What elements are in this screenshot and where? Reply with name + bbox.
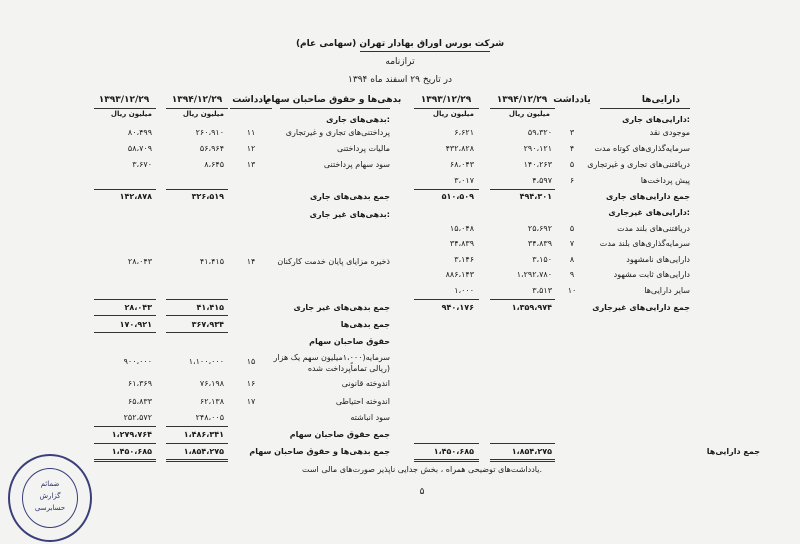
asset-row-value-2: ۱۵،۰۴۸ xyxy=(449,224,474,233)
assets-unit-1: میلیون ریال xyxy=(508,110,550,118)
asset-row-note: ۱۰ xyxy=(567,286,577,295)
equity-row-note: ۱۷ xyxy=(246,397,256,406)
equity-row-value-2: ۲۵۲،۵۷۲ xyxy=(123,413,152,422)
asset-row-value-1: ۳،۵۱۳ xyxy=(532,286,552,295)
equity-row-value-2: ۶۱،۳۶۹ xyxy=(127,379,152,388)
liab-current-total-label: جمع بدهی‌های جاری xyxy=(309,192,390,201)
assets-col-note: یادداشت xyxy=(553,95,591,105)
statement-title: ترازنامه xyxy=(385,57,415,67)
assets-current-title: دارایی‌های جاری: xyxy=(622,115,690,124)
assets-current-total-2: ۵۱۰،۵۰۹ xyxy=(441,192,474,201)
asset-row-value-2: ۶،۶۲۱ xyxy=(454,128,474,137)
liab-current-title: بدهی‌های جاری: xyxy=(326,115,390,124)
company-name: شرکت بورس اوراق بهادار تهران (سهامی عام) xyxy=(295,39,505,49)
asset-row-value-2: ۳۴،۸۳۹ xyxy=(449,239,474,248)
asset-row-note: ۸ xyxy=(569,255,575,264)
asset-row-label: موجودی نقد xyxy=(649,128,690,137)
equity-row-label: سود انباشته xyxy=(350,413,390,422)
liab-grand-total-2: ۱،۴۵۰،۶۸۵ xyxy=(111,447,152,456)
assets-noncurrent-total-label: جمع دارایی‌های غیرجاری xyxy=(592,303,690,312)
liab-row-label: ذخیره مزایای پایان خدمت کارکنان xyxy=(277,257,390,266)
liab-row-label: پرداختنی‌های تجاری و غیرتجاری xyxy=(285,128,390,137)
asset-row-label: سرمایه‌گذاری‌های کوتاه مدت xyxy=(594,144,690,153)
assets-current-total-label: جمع دارایی‌های جاری xyxy=(605,192,690,201)
asset-row-value-1: ۴،۵۹۷ xyxy=(532,176,552,185)
liab-row-value-1: ۴۱،۴۱۵ xyxy=(199,257,224,266)
liab-row-label: مالیات پرداختنی xyxy=(337,144,390,153)
assets-noncurrent-title: دارایی‌های غیرجاری: xyxy=(608,208,690,217)
asset-row-note: ۹ xyxy=(569,270,575,279)
asset-row-value-2: ۶۸،۰۴۳ xyxy=(449,160,474,169)
assets-col-year-2: ۱۳۹۳/۱۲/۲۹ xyxy=(420,95,472,105)
liab-row-value-1: ۲۶۰،۹۱۰ xyxy=(195,128,224,137)
equity-capital-label-line2: ریالی تماماًپرداخت شده) xyxy=(307,364,390,373)
seal-line-2: گزارش xyxy=(39,492,61,500)
liab-noncurrent-total-2: ۲۸،۰۴۳ xyxy=(124,303,152,312)
equity-capital-note: ۱۵ xyxy=(246,357,256,366)
equity-total-2: ۱،۲۷۹،۷۶۴ xyxy=(111,430,152,439)
liab-current-total-1: ۳۲۶،۵۱۹ xyxy=(191,192,224,201)
liab-row-label: سود سهام پرداختنی xyxy=(323,160,390,169)
liab-row-note: ۱۴ xyxy=(246,257,256,266)
asset-row-note: ۳ xyxy=(569,128,575,137)
liab-row-value-2: ۲۸،۰۴۳ xyxy=(127,257,152,266)
liab-unit-2: میلیون ریال xyxy=(110,110,152,118)
liab-noncurrent-total-1: ۴۱،۴۱۵ xyxy=(196,303,224,312)
asset-row-note: ۵ xyxy=(569,224,575,233)
asset-row-label: دریافتنی‌های تجاری و غیرتجاری xyxy=(587,160,690,169)
equity-capital-value-2: ۹۰۰،۰۰۰ xyxy=(123,357,152,366)
equity-row-value-1: ۶۲،۱۳۸ xyxy=(199,397,224,406)
asset-row-note: ۶ xyxy=(569,176,575,185)
liab-row-note: ۱۱ xyxy=(246,128,256,137)
statement-date: در تاریخ ۲۹ اسفند ماه ۱۳۹۴ xyxy=(348,75,452,85)
equity-row-note: ۱۶ xyxy=(246,379,256,388)
assets-current-total-1: ۴۹۴،۳۰۱ xyxy=(519,192,552,201)
assets-noncurrent-total-2: ۹۴۰،۱۷۶ xyxy=(441,303,474,312)
asset-row-value-2: ۳،۱۴۶ xyxy=(454,255,474,264)
asset-row-note: ۴ xyxy=(569,144,575,153)
assets-col-year-1: ۱۳۹۴/۱۲/۲۹ xyxy=(496,95,548,105)
liab-noncurrent-total-label: جمع بدهی‌های غیر جاری xyxy=(293,303,390,312)
asset-row-label: دارایی‌های ثابت مشهود xyxy=(613,270,690,279)
assets-grand-total-1: ۱،۸۵۴،۲۷۵ xyxy=(511,447,552,456)
page-number: ۵ xyxy=(419,487,425,497)
asset-row-value-1: ۳۴،۸۳۹ xyxy=(527,239,552,248)
asset-row-note: ۷ xyxy=(569,239,575,248)
liab-total-label: جمع بدهی‌ها xyxy=(340,320,390,329)
asset-row-label: سایر دارایی‌ها xyxy=(644,286,690,295)
notes-footer-text: یادداشت‌های توضیحی همراه ، بخش جدایی ناپذیر صورت‌های مالی است. xyxy=(301,465,543,474)
liab-col-year-2: ۱۳۹۳/۱۲/۲۹ xyxy=(98,95,150,105)
equity-row-value-1: ۲۴۸،۰۰۵ xyxy=(195,413,224,422)
asset-row-value-1: ۵۹،۳۲۰ xyxy=(527,128,552,137)
auditor-seal xyxy=(8,454,92,542)
liab-row-value-2: ۵۸،۷۰۹ xyxy=(127,144,152,153)
equity-total-1: ۱،۴۸۶،۳۴۱ xyxy=(183,430,224,439)
equity-row-label: اندوخته قانونی xyxy=(341,379,390,388)
assets-grand-total-label: جمع دارایی‌ها xyxy=(706,447,760,456)
asset-row-label: دارایی‌های نامشهود xyxy=(626,255,690,264)
asset-row-label: سرمایه‌گذاری‌های بلند مدت xyxy=(599,239,690,248)
assets-grand-total-2: ۱،۴۵۰،۶۸۵ xyxy=(433,447,474,456)
asset-row-value-2: ۱،۰۰۰ xyxy=(454,286,474,295)
liab-grand-total-1: ۱،۸۵۴،۲۷۵ xyxy=(183,447,224,456)
liab-noncurrent-title: بدهی‌های غیر جاری: xyxy=(309,210,390,219)
liab-row-value-2: ۳،۶۷۰ xyxy=(132,160,152,169)
liab-row-note: ۱۳ xyxy=(246,160,256,169)
asset-row-value-2: ۳،۰۱۷ xyxy=(454,176,474,185)
assets-col-title: دارایی‌ها xyxy=(641,95,680,105)
assets-noncurrent-total-1: ۱،۳۵۹،۹۷۴ xyxy=(511,303,552,312)
asset-row-note: ۵ xyxy=(569,160,575,169)
asset-row-value-1: ۱۴۰،۲۶۳ xyxy=(523,160,552,169)
asset-row-value-1: ۳،۱۵۰ xyxy=(532,255,552,264)
liab-row-value-1: ۵۶،۹۶۴ xyxy=(199,144,224,153)
liab-current-total-2: ۱۴۲،۸۷۸ xyxy=(119,192,152,201)
asset-row-value-2: ۴۳۲،۸۲۸ xyxy=(445,144,474,153)
liab-col-note: یادداشت xyxy=(232,95,270,105)
equity-row-value-2: ۶۵،۸۳۳ xyxy=(127,397,152,406)
liab-grand-total-label: جمع بدهی‌ها و حقوق صاحبان سهام xyxy=(249,447,390,456)
asset-row-label: پیش پرداخت‌ها xyxy=(640,176,690,185)
equity-capital-value-1: ۱،۱۰۰،۰۰۰ xyxy=(188,357,224,366)
liab-row-note: ۱۲ xyxy=(246,144,256,153)
liab-row-value-1: ۸،۶۴۵ xyxy=(204,160,224,169)
equity-total-label: جمع حقوق صاحبان سهام xyxy=(289,430,390,439)
liab-total-1: ۳۶۷،۹۳۴ xyxy=(191,320,224,329)
liab-col-year-1: ۱۳۹۴/۱۲/۲۹ xyxy=(171,95,223,105)
liab-row-value-2: ۸۰،۴۹۹ xyxy=(127,128,152,137)
equity-row-value-1: ۷۶،۱۹۸ xyxy=(199,379,224,388)
asset-row-value-2: ۸۸۶،۱۴۳ xyxy=(445,270,474,279)
asset-row-label: دریافتنی‌های بلند مدت xyxy=(617,224,690,233)
asset-row-value-1: ۲۹۰،۱۲۱ xyxy=(523,144,552,153)
liab-total-2: ۱۷۰،۹۲۱ xyxy=(119,320,152,329)
equity-capital-label-line1: سرمایه(۱،۰۰۰میلیون سهم یک هزار xyxy=(273,353,390,362)
equity-title: حقوق صاحبان سهام xyxy=(309,337,390,346)
liab-col-title: بدهی‌ها و حقوق صاحبان سهام xyxy=(264,95,402,105)
seal-line-3: حسابرسی xyxy=(34,504,66,512)
equity-row-label: اندوخته احتیاطی xyxy=(335,397,390,406)
asset-row-value-1: ۱،۲۹۲،۷۸۰ xyxy=(516,270,552,279)
seal-line-1: ضمائم xyxy=(40,480,60,488)
assets-unit-2: میلیون ریال xyxy=(432,110,474,118)
liab-unit-1: میلیون ریال xyxy=(182,110,224,118)
asset-row-value-1: ۲۵،۶۹۲ xyxy=(527,224,552,233)
